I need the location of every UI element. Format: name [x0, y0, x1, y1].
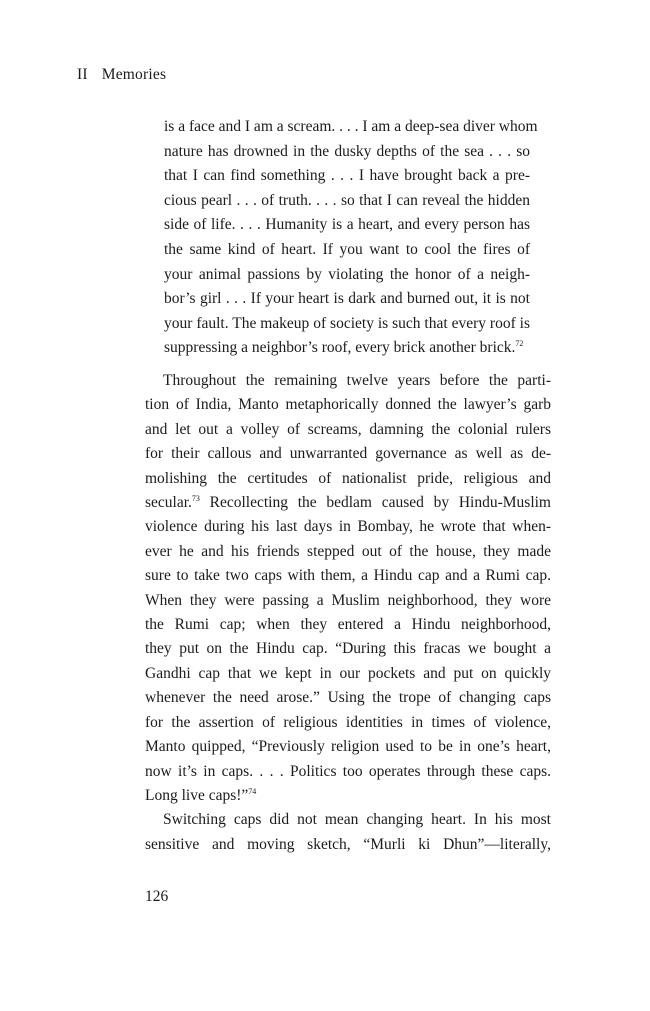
quote-line: bor’s girl . . . If your heart is dark and burned out, it is not — [164, 290, 530, 308]
body-line: When they were passing a Muslim neighborhood, they wore — [145, 591, 551, 609]
quote-line: your fault. The makeup of society is such that every roof is — [164, 314, 530, 332]
body-line: ever he and his friends stepped out of the house, they made — [145, 542, 551, 560]
quote-line: side of life. . . . Humanity is a heart, and every person has — [164, 216, 530, 234]
body-line: sure to take two caps with them, a Hindu cap and a Rumi cap. — [145, 567, 551, 585]
body-line: tion of India, Manto metaphorically donned the lawyer’s garb — [145, 396, 551, 414]
body-line: Switching caps did not mean changing heart. In his most — [163, 811, 551, 829]
body-line: Manto quipped, “Previously religion used to be in one’s heart, — [145, 738, 551, 756]
quote-line: the same kind of heart. If you want to cool the fires of — [164, 240, 530, 258]
page-number: 126 — [145, 888, 169, 905]
body-line-with-note — [145, 491, 551, 515]
body-line: for their callous and unwarranted governance as well as de- — [145, 445, 551, 463]
chapter-title: Memories — [101, 66, 167, 83]
block-quote — [164, 115, 538, 361]
body-line-text: Long live caps!” — [145, 786, 249, 804]
body-line: Gandhi cap that we kept in our pockets and put on quickly — [145, 664, 551, 682]
quote-line-last — [164, 336, 530, 361]
chapter-number: II — [77, 66, 88, 83]
quote-line: nature has drowned in the dusky depths of the sea . . . so — [164, 142, 530, 160]
quote-line: is a face and I am a scream. . . . I am a deep-sea diver whom — [164, 118, 538, 135]
body-line: whenever the need arose.” Using the trope of changing caps — [145, 689, 551, 707]
body-line: the Rumi cap; when they entered a Hindu neighborhood, — [145, 616, 551, 634]
body-line-text: Recollecting the bedlam caused by Hindu-Muslim — [199, 494, 551, 512]
body-line: now it’s in caps. . . . Politics too operates through these caps. — [145, 762, 551, 780]
body-line: for the assertion of religious identities in times of violence, — [145, 713, 551, 731]
footnote-ref-72[interactable]: 72 — [515, 339, 524, 349]
body-line: sensitive and moving sketch, “Murli ki Dhun”—literally, — [145, 835, 551, 853]
body-line: and let out a volley of screams, damning the colonial rulers — [145, 420, 551, 438]
body-line-last — [145, 784, 551, 808]
footnote-ref-73[interactable]: 73 — [191, 494, 200, 504]
body-text — [145, 369, 551, 857]
body-line: violence during his last days in Bombay, he wrote that when- — [145, 518, 551, 536]
quote-line-text: suppressing a neighbor’s roof, every brick another brick. — [164, 339, 516, 357]
footnote-ref-74[interactable]: 74 — [248, 786, 257, 796]
running-header — [77, 66, 166, 84]
quote-line: that I can find something . . . I have brought back a pre- — [164, 167, 530, 185]
body-line: molishing the certitudes of nationalist pride, religious and — [145, 469, 551, 487]
quote-line: your animal passions by violating the honor of a neigh- — [164, 265, 530, 283]
quote-line: cious pearl . . . of truth. . . . so that I can reveal the hidden — [164, 191, 530, 209]
body-line: Throughout the remaining twelve years before the parti- — [163, 372, 551, 389]
body-line-text: secular. — [145, 494, 192, 512]
body-line: they put on the Hindu cap. “During this fracas we bought a — [145, 640, 551, 658]
